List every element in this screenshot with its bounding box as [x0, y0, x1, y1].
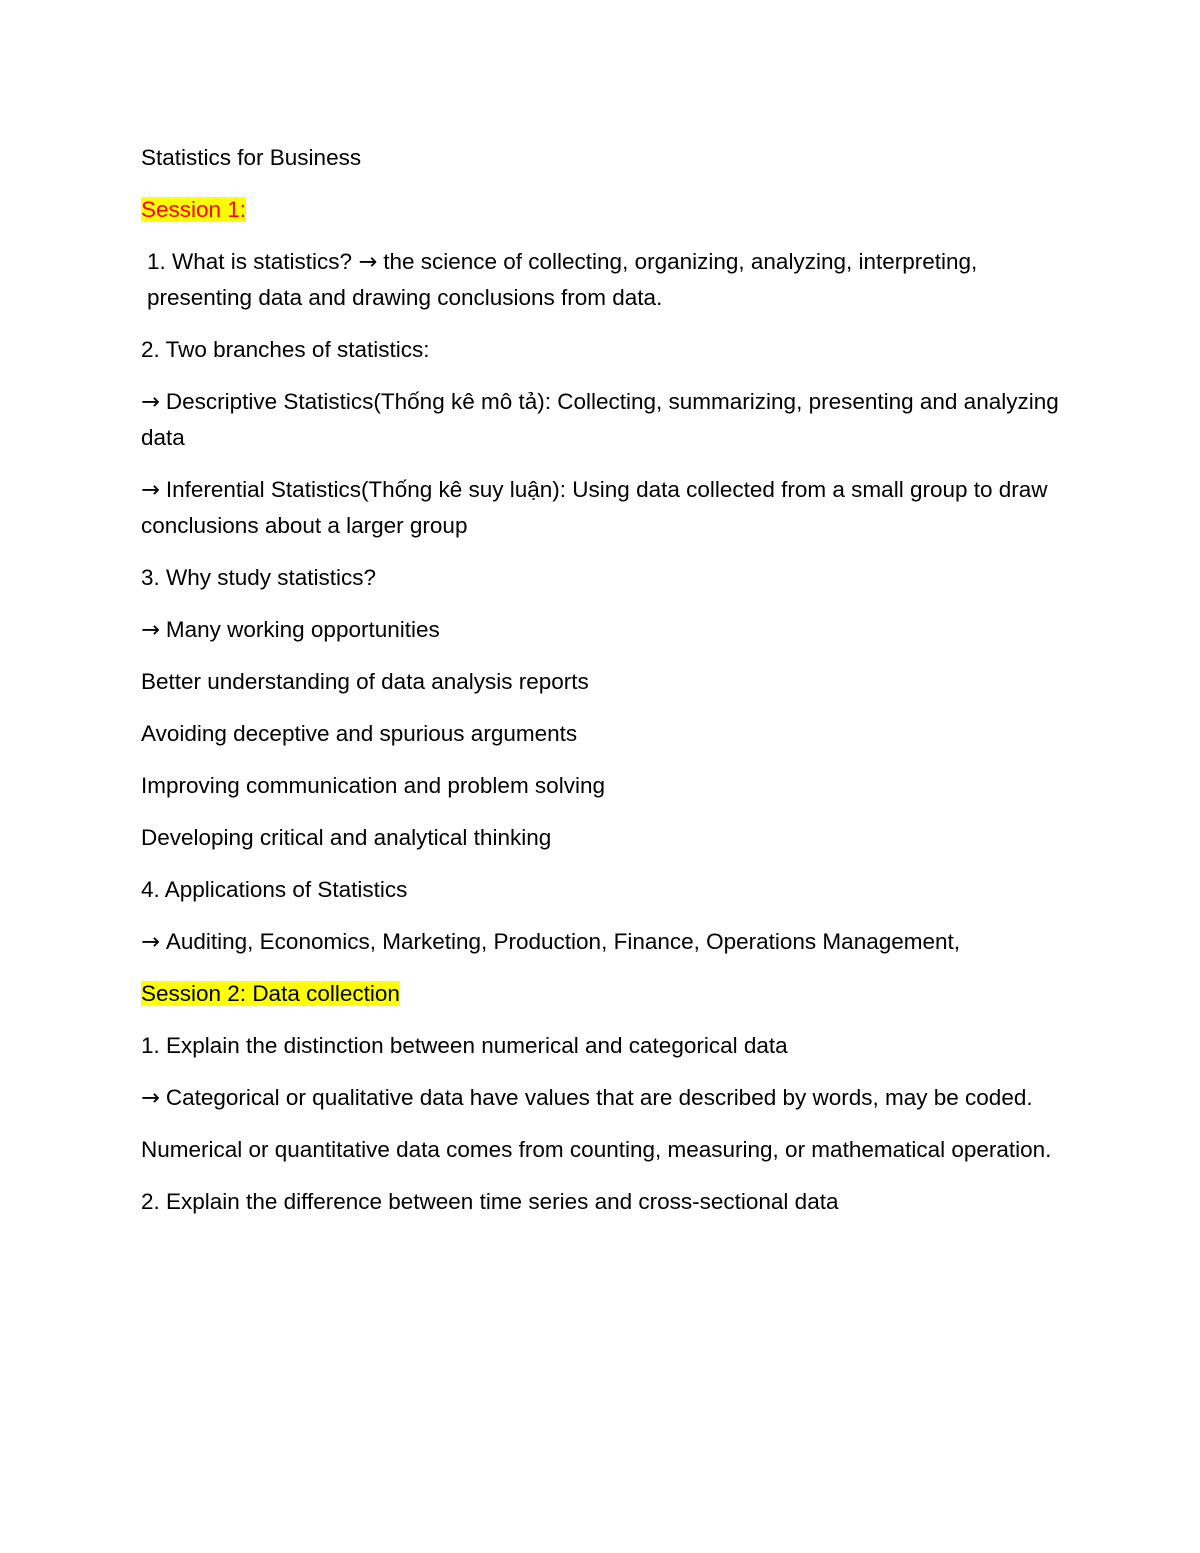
session1-applications-text: Auditing, Economics, Marketing, Production, Finance, Operations Management, — [165, 929, 961, 954]
session1-q1 — [141, 244, 1071, 316]
session2-categorical-text: Categorical or qualitative data have values that are described by words, may be coded. — [165, 1085, 1033, 1110]
arrow-right-icon: → — [141, 929, 160, 955]
session1-q3: 3. Why study statistics? — [141, 565, 377, 590]
session1-q4: 4. Applications of Statistics — [141, 877, 408, 902]
session1-heading-line — [141, 192, 1071, 228]
session2-categorical — [141, 1080, 1071, 1116]
session1-reason1 — [141, 612, 1071, 648]
session1-descriptive — [141, 384, 1071, 456]
session2-numerical: Numerical or quantitative data comes from counting, measuring, or mathematical operation. — [141, 1137, 1052, 1162]
session1-reason5: Developing critical and analytical thinking — [141, 825, 552, 850]
session1-q1-label: 1. What is statistics? — [147, 249, 353, 274]
session1-q1-answer: the science of collecting, organizing, analyzing, interpreting, presenting data and drawing conclusions from data. — [147, 249, 978, 310]
session1-reason1-text: Many working opportunities — [165, 617, 440, 642]
document-title: Statistics for Business — [141, 145, 362, 170]
session2-heading-line — [141, 976, 1071, 1012]
session1-inferential-text: Inferential Statistics(Thống kê suy luận): Using data collected from a small group to draw conclusions about a larger group — [141, 477, 1048, 538]
document-body — [141, 140, 1071, 1236]
session1-descriptive-text: Descriptive Statistics(Thống kê mô tả): Collecting, summarizing, presenting and analyzing data — [141, 389, 1059, 450]
session2-q1: 1. Explain the distinction between numerical and categorical data — [141, 1033, 788, 1058]
session1-applications — [141, 924, 1071, 960]
session1-heading: Session 1: — [141, 197, 247, 222]
session1-reason2: Better understanding of data analysis reports — [141, 669, 589, 694]
session1-reason4: Improving communication and problem solving — [141, 773, 605, 798]
session1-inferential — [141, 472, 1071, 544]
arrow-right-icon: → — [141, 1085, 160, 1111]
arrow-right-icon: → — [358, 249, 378, 275]
arrow-right-icon: → — [141, 389, 160, 415]
session1-q2: 2. Two branches of statistics: — [141, 337, 430, 362]
session2-q2: 2. Explain the difference between time series and cross-sectional data — [141, 1189, 839, 1214]
session2-heading: Session 2: Data collection — [141, 981, 400, 1006]
arrow-right-icon: → — [141, 477, 160, 503]
session1-reason3: Avoiding deceptive and spurious arguments — [141, 721, 578, 746]
arrow-right-icon: → — [141, 617, 160, 643]
